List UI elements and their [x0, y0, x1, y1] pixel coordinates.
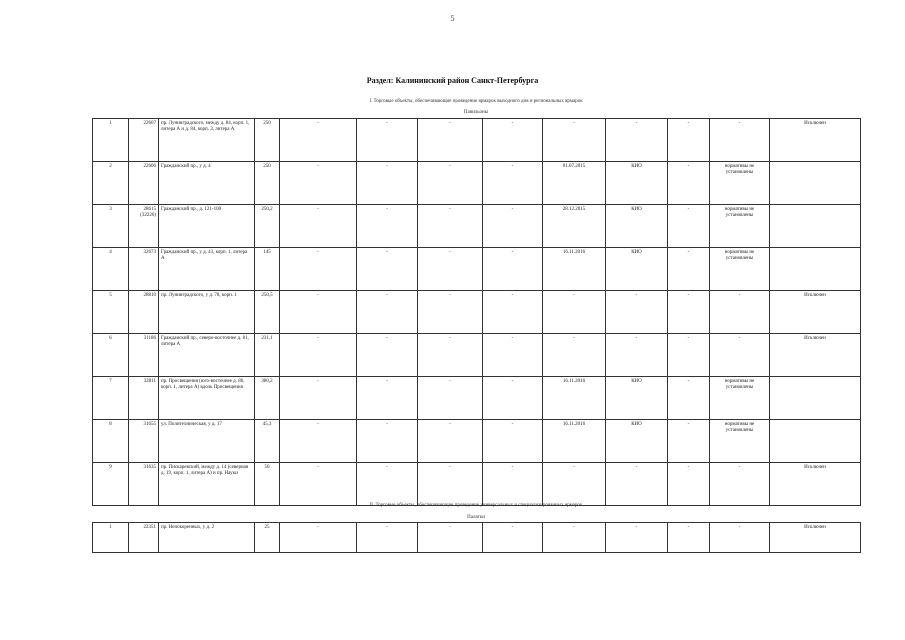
norms-cell: -: [710, 334, 770, 377]
address-cell: пр. Просвещения (юго-восточнее д. 86, корп. 1, литера А) вдоль Просвещения: [159, 377, 255, 420]
status-cell: [770, 420, 861, 463]
date-cell: 28.12.2015: [543, 205, 606, 248]
norms-cell: нормативы не установлены: [710, 420, 770, 463]
col7-cell: -: [418, 334, 483, 377]
object-id-cell: 28810: [129, 291, 159, 334]
col6-cell: -: [357, 248, 418, 291]
status-cell: Исключен: [770, 523, 861, 553]
table-row: [93, 463, 861, 506]
area-cell: 145: [255, 248, 280, 291]
col8-cell: -: [483, 119, 543, 162]
col11-cell: -: [668, 205, 710, 248]
col11-cell: -: [668, 420, 710, 463]
area-cell: 250,5: [255, 291, 280, 334]
object-id-cell: 22606: [129, 162, 159, 205]
table-row: [93, 291, 861, 334]
area-cell: 25: [255, 523, 280, 553]
area-cell: 380,2: [255, 377, 280, 420]
col5-cell: -: [280, 248, 357, 291]
norms-cell: -: [710, 119, 770, 162]
col6-cell: -: [357, 463, 418, 506]
col8-cell: -: [483, 205, 543, 248]
address-cell: Гражданский пр., северо-восточнее д. 81, литера А: [159, 334, 255, 377]
address-cell: Гражданский пр., д. 121-100: [159, 205, 255, 248]
col6-cell: -: [357, 119, 418, 162]
norms-cell: нормативы не установлены: [710, 205, 770, 248]
status-cell: Исключен: [770, 334, 861, 377]
status-cell: [770, 162, 861, 205]
col8-cell: -: [483, 523, 543, 553]
col5-cell: -: [280, 162, 357, 205]
norms-cell: -: [710, 463, 770, 506]
date-cell: -: [543, 463, 606, 506]
col8-cell: -: [483, 377, 543, 420]
address-cell: Гражданский пр., у д. 43, корп. 1, литера А: [159, 248, 255, 291]
col5-cell: -: [280, 291, 357, 334]
col6-cell: -: [357, 205, 418, 248]
organization-cell: КИО: [606, 162, 668, 205]
section2-heading: II. Торговые объекты, обеспечивающие проведение универсальных и специализированных ярмарок: [369, 503, 583, 508]
table-row: [93, 248, 861, 291]
document-title: Раздел: Калининский район Санкт-Петербурга: [366, 76, 539, 85]
date-cell: 01.07.2015: [543, 162, 606, 205]
object-id-cell: 22607: [129, 119, 159, 162]
organization-cell: -: [606, 119, 668, 162]
organization-cell: -: [606, 334, 668, 377]
col11-cell: -: [668, 334, 710, 377]
col7-cell: -: [418, 162, 483, 205]
col6-cell: -: [357, 162, 418, 205]
area-cell: 45,3: [255, 420, 280, 463]
table-row: [93, 420, 861, 463]
col11-cell: -: [668, 463, 710, 506]
col11-cell: -: [668, 162, 710, 205]
page-number: 5: [450, 14, 455, 23]
organization-cell: -: [606, 463, 668, 506]
date-cell: -: [543, 291, 606, 334]
col5-cell: -: [280, 420, 357, 463]
area-cell: 250,2: [255, 205, 280, 248]
col7-cell: -: [418, 523, 483, 553]
table-row: [93, 119, 861, 162]
col8-cell: -: [483, 162, 543, 205]
section1-subheading: Павильоны: [463, 110, 489, 115]
area-cell: 231,1: [255, 334, 280, 377]
col5-cell: -: [280, 334, 357, 377]
table-row: [93, 334, 861, 377]
object-id-cell: 31635: [129, 463, 159, 506]
col5-cell: -: [280, 205, 357, 248]
norms-cell: -: [710, 523, 770, 553]
table-row: [93, 377, 861, 420]
col11-cell: -: [668, 248, 710, 291]
row-number-cell: 7: [93, 377, 129, 420]
col6-cell: -: [357, 420, 418, 463]
table-row: [93, 162, 861, 205]
date-cell: -: [543, 523, 606, 553]
date-cell: 16.11.2016: [543, 377, 606, 420]
row-number-cell: 5: [93, 291, 129, 334]
table-row: [93, 205, 861, 248]
col5-cell: -: [280, 119, 357, 162]
col7-cell: -: [418, 205, 483, 248]
col8-cell: -: [483, 420, 543, 463]
section1-heading: I. Торговые объекты, обеспечивающие проведение ярмарок выходного дня и региональных ярмарок: [369, 99, 583, 104]
date-cell: -: [543, 119, 606, 162]
row-number-cell: 2: [93, 162, 129, 205]
col5-cell: -: [280, 523, 357, 553]
col7-cell: -: [418, 420, 483, 463]
area-cell: 50: [255, 463, 280, 506]
date-cell: 16.11.2016: [543, 420, 606, 463]
section1-table: [92, 118, 861, 506]
section2-table: [92, 522, 861, 553]
area-cell: 250: [255, 119, 280, 162]
table-row: [93, 523, 861, 553]
col5-cell: -: [280, 463, 357, 506]
col6-cell: -: [357, 334, 418, 377]
col8-cell: -: [483, 291, 543, 334]
col8-cell: -: [483, 248, 543, 291]
col11-cell: -: [668, 291, 710, 334]
object-id-cell: 28615 (32226): [129, 205, 159, 248]
row-number-cell: 3: [93, 205, 129, 248]
organization-cell: КИО: [606, 420, 668, 463]
col6-cell: -: [357, 291, 418, 334]
row-number-cell: 1: [93, 119, 129, 162]
status-cell: Исключен: [770, 463, 861, 506]
date-cell: -: [543, 334, 606, 377]
col7-cell: -: [418, 377, 483, 420]
area-cell: 250: [255, 162, 280, 205]
norms-cell: -: [710, 291, 770, 334]
status-cell: Исключен: [770, 291, 861, 334]
organization-cell: КИО: [606, 377, 668, 420]
col7-cell: -: [418, 463, 483, 506]
norms-cell: нормативы не установлены: [710, 162, 770, 205]
status-cell: [770, 377, 861, 420]
row-number-cell: 1: [93, 523, 129, 553]
object-id-cell: 31655: [129, 420, 159, 463]
norms-cell: нормативы не установлены: [710, 377, 770, 420]
col5-cell: -: [280, 377, 357, 420]
date-cell: 16.11.2016: [543, 248, 606, 291]
norms-cell: нормативы не установлены: [710, 248, 770, 291]
status-cell: Исключен: [770, 119, 861, 162]
address-cell: пр. Лунинградского, между д. 84, корп. 1, литера А и д. 84, корп. 3, литера А: [159, 119, 255, 162]
status-cell: [770, 205, 861, 248]
col7-cell: -: [418, 291, 483, 334]
col6-cell: -: [357, 523, 418, 553]
row-number-cell: 9: [93, 463, 129, 506]
address-cell: пр. Лунинградского, у д. 78, корп. 1: [159, 291, 255, 334]
object-id-cell: 22351: [129, 523, 159, 553]
col11-cell: -: [668, 377, 710, 420]
col7-cell: -: [418, 248, 483, 291]
object-id-cell: 32673: [129, 248, 159, 291]
organization-cell: -: [606, 523, 668, 553]
address-cell: пр. Непокоренных, у д. 2: [159, 523, 255, 553]
organization-cell: -: [606, 291, 668, 334]
object-id-cell: 32811: [129, 377, 159, 420]
object-id-cell: 31186: [129, 334, 159, 377]
section2-subheading: Палатки: [467, 515, 485, 520]
row-number-cell: 6: [93, 334, 129, 377]
col11-cell: -: [668, 523, 710, 553]
address-cell: ул. Политехническая, у д. 17: [159, 420, 255, 463]
col7-cell: -: [418, 119, 483, 162]
status-cell: [770, 248, 861, 291]
col8-cell: -: [483, 334, 543, 377]
organization-cell: КИО: [606, 248, 668, 291]
address-cell: пр. Пискаревский, между д. 14 (северная д. 19, корп. 1, литера А) и пр. Науки: [159, 463, 255, 506]
organization-cell: КИО: [606, 205, 668, 248]
row-number-cell: 4: [93, 248, 129, 291]
address-cell: Гражданский пр., у д. 4: [159, 162, 255, 205]
row-number-cell: 8: [93, 420, 129, 463]
col8-cell: -: [483, 463, 543, 506]
col6-cell: -: [357, 377, 418, 420]
col11-cell: -: [668, 119, 710, 162]
